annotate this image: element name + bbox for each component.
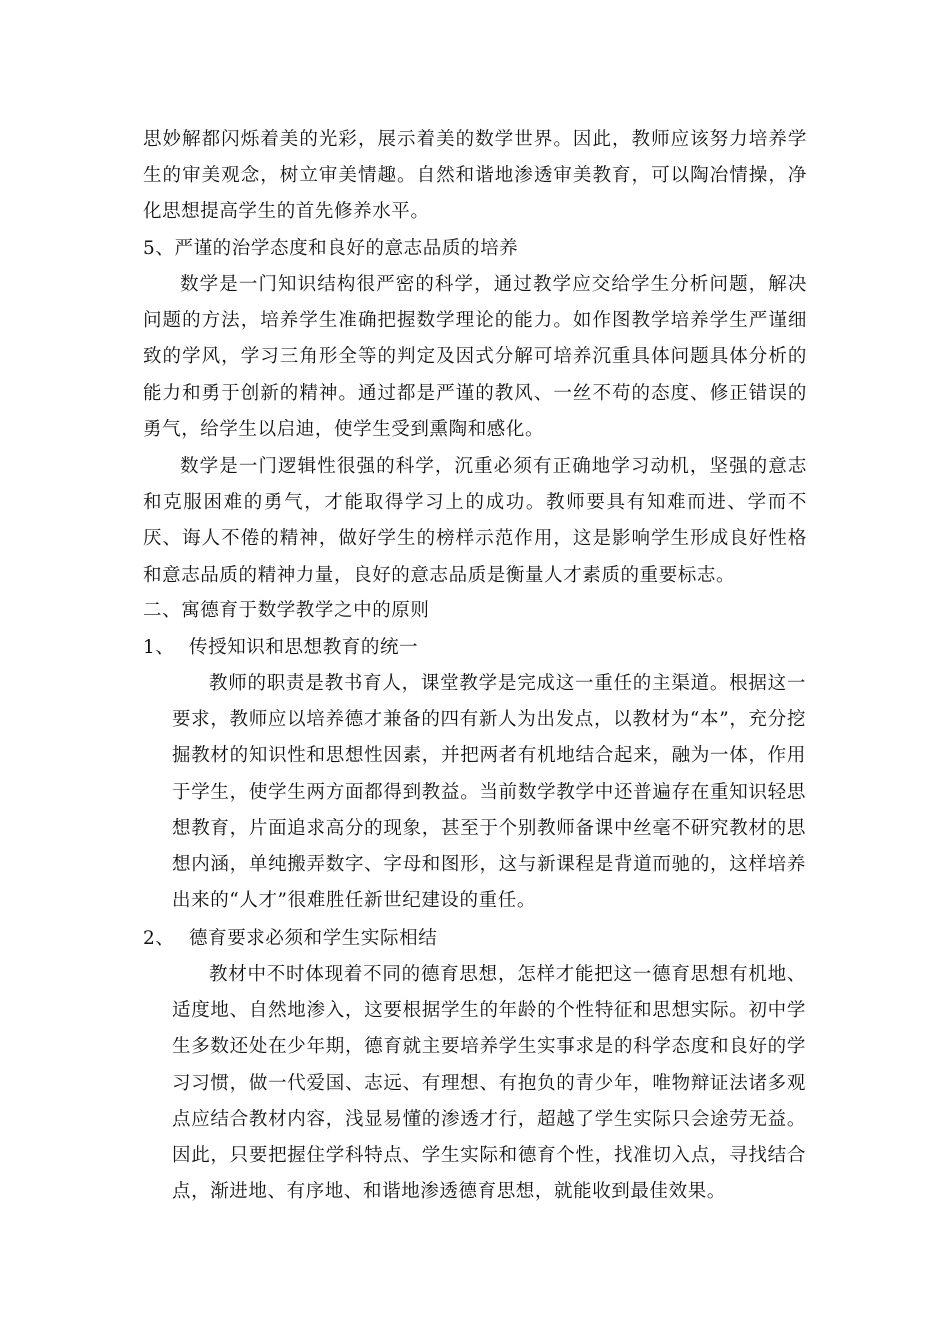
- subsection-title: 德育要求必须和学生实际相结: [189, 928, 438, 949]
- subsection-number: 1、: [143, 637, 175, 658]
- subsection-heading-1: [143, 630, 418, 666]
- subsection-heading-2: [143, 921, 437, 957]
- chapter-heading-2: 二、寓德育于数学教学之中的原则: [143, 600, 430, 621]
- paragraph-rigorous-attitude: 数学是一门知识结构很严密的科学，通过教学应交给学生分析问题，解决问题的方法，培养学生准确把握数学理论的能力。如作图教学培养学生严谨细致的学风，学习三角形全等的判定及因式分解可培养沉重具体问题具体分析的能力和勇于创新的精神。通过都是严谨的教风、一丝不苟的态度、修正错误的勇气，给学生以启迪，使学生受到熏陶和感化。: [143, 274, 807, 440]
- paragraph-will-quality: 数学是一门逻辑性很强的科学，沉重必须有正确地学习动机，坚强的意志和克服困难的勇气，才能取得学习上的成功。教师要具有知难而进、学而不厌、诲人不倦的精神，做好学生的榜样示范作用，这是影响学生形成良好性格和意志品质的精神力量，良好的意志品质是衡量人才素质的重要标志。: [143, 456, 807, 586]
- subsection-number: 2、: [143, 928, 175, 949]
- paragraph-moral-education-practice: 教材中不时体现着不同的德育思想，怎样才能把这一德育思想有机地、适度地、自然地渗入，这要根据学生的年龄的个性特征和思想实际。初中学生多数还处在少年期，德育就主要培养学生实事求是的科学态度和良好的学习习惯，做一代爱国、志远、有理想、有抱负的青少年，唯物辩证法诸多观点应结合教材内容，浅显易懂的渗透才行，超越了学生实际只会途劳无益。因此，只要把握住学科特点、学生实际和德育个性，找准切入点，寻找结合点，渐进地、有序地、和谐地渗透德育思想，就能收到最佳效果。: [172, 964, 806, 1203]
- paragraph-knowledge-and-ideology: 教师的职责是教书育人，课堂教学是完成这一重任的主渠道。根据这一要求，教师应以培养德才兼备的四有新人为出发点，以教材为“本”，充分挖掘教材的知识性和思想性因素，并把两者有机地结合起来，融为一体，作用于学生，使学生两方面都得到教益。当前数学教学中还普遍存在重知识轻思想教育，片面追求高分的现象，甚至于个别教师备课中丝毫不研究教材的思想内涵，单纯搬弄数字、字母和图形，这与新课程是背道而驰的，这样培养出来的“人才”很难胜任新世纪建设的重任。: [172, 673, 806, 912]
- paragraph-aesthetic-education: 思妙解都闪烁着美的光彩，展示着美的数学世界。因此，教师应该努力培养学生的审美观念，树立审美情趣。自然和谐地渗透审美教育，可以陶冶情操，净化思想提高学生的首先修养水平。: [143, 129, 807, 223]
- subsection-title: 传授知识和思想教育的统一: [189, 637, 419, 658]
- section-heading-5: 5、严谨的治学态度和良好的意志品质的培养: [143, 238, 519, 259]
